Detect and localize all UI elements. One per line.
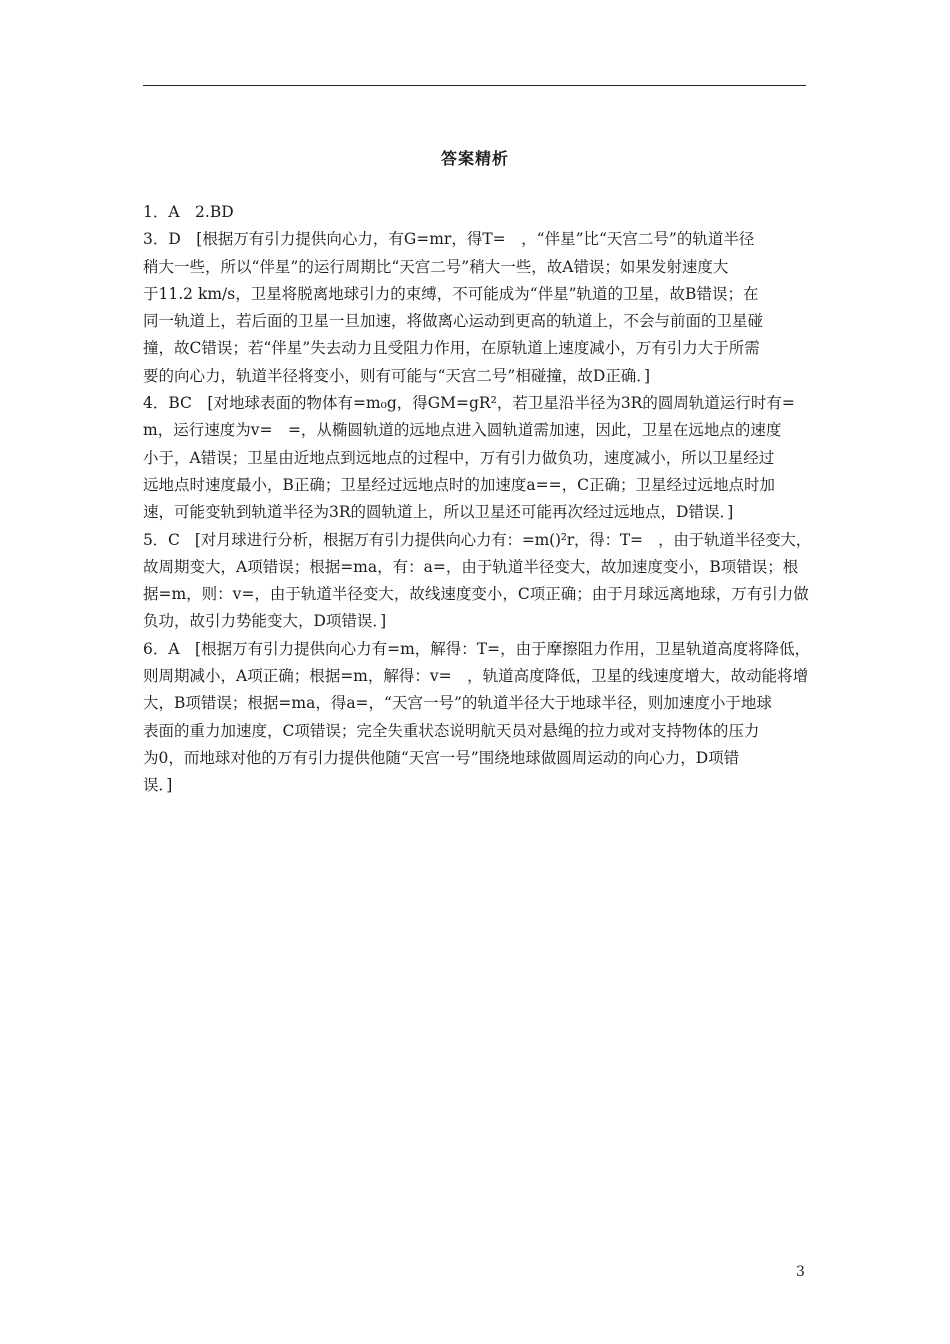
answer-item-1-2 [143, 199, 811, 226]
header-rule [143, 85, 806, 86]
answer-line: m，运行速度为v= =，从椭圆轨道的远地点进入圆轨道需加速，因此，卫星在远地点的速度 [143, 421, 782, 440]
page-title: 答案精析 [440, 149, 509, 168]
answer-line: 1．A 2.BD [143, 203, 234, 221]
answer-line: 要的向心力，轨道半径将变小，则有可能与“天宫二号”相碰撞，故D正确．] [143, 366, 651, 385]
answer-item-6 [143, 636, 811, 800]
answer-item-5 [143, 527, 811, 636]
answer-item-3 [143, 226, 811, 390]
answer-line: 5．C [对月球进行分析，根据万有引力提供向心力有：=m()²r，得：T= ，由于轨道半径变大， [143, 530, 811, 549]
answer-line: 3．D [根据万有引力提供向心力，有G=mr，得T= ，“伴星”比“天宫二号”的轨道半径 [143, 230, 755, 249]
answer-line: 则周期减小，A项正确；根据=m，解得：v= ，轨道高度降低，卫星的线速度增大，故动能将增 [143, 667, 809, 686]
answer-line: 远地点时速度最小，B正确；卫星经过远地点时的加速度a==，C正确；卫星经过远地点时加 [143, 475, 775, 494]
answer-line: 于11.2 km/s，卫星将脱离地球引力的束缚，不可能成为“伴星”轨道的卫星，故B错误；在 [143, 284, 759, 303]
answer-list [143, 199, 811, 800]
answer-line: 速，可能变轨到轨道半径为3R的圆轨道上，所以卫星还可能再次经过远地点，D错误．] [143, 503, 734, 522]
answer-item-4 [143, 390, 811, 526]
answer-line: 小于，A错误；卫星由近地点到远地点的过程中，万有引力做负功，速度减小，所以卫星经过 [143, 448, 775, 467]
answer-line: 故周期变大，A项错误；根据=ma，有：a=，由于轨道半径变大，故加速度变小，B项错误；根 [143, 557, 799, 576]
answer-line: 4．BC [对地球表面的物体有=m₀g，得GM=gR²，若卫星沿半径为3R的圆周轨道运行时有= [143, 394, 795, 413]
answer-line: 误．] [143, 776, 173, 795]
answer-line: 据=m，则：v=，由于轨道半径变大，故线速度变小，C项正确；由于月球远离地球，万有引力做 [143, 585, 809, 604]
page-number: 3 [796, 1264, 805, 1280]
answer-line: 撞，故C错误；若“伴星”失去动力且受阻力作用，在原轨道上速度减小，万有引力大于所需 [143, 339, 760, 358]
answer-line: 6．A [根据万有引力提供向心力有=m，解得：T=，由于摩擦阻力作用，卫星轨道高度将降低， [143, 639, 811, 658]
answer-line: 为0，而地球对他的万有引力提供他随“天宫一号”围绕地球做圆周运动的向心力，D项错 [143, 748, 740, 767]
answer-line: 表面的重力加速度，C项错误；完全失重状态说明航天员对悬绳的拉力或对支持物体的压力 [143, 721, 760, 740]
answer-line: 稍大一些，所以“伴星”的运行周期比“天宫二号”稍大一些，故A错误；如果发射速度大 [143, 257, 729, 276]
answer-line: 大，B项错误；根据=ma，得a=，“天宫一号”的轨道半径大于地球半径，则加速度小于地球 [143, 694, 772, 713]
answer-line: 同一轨道上，若后面的卫星一旦加速，将做离心运动到更高的轨道上，不会与前面的卫星碰 [143, 312, 764, 331]
answer-line: 负功，故引力势能变大，D项错误．] [143, 612, 387, 631]
